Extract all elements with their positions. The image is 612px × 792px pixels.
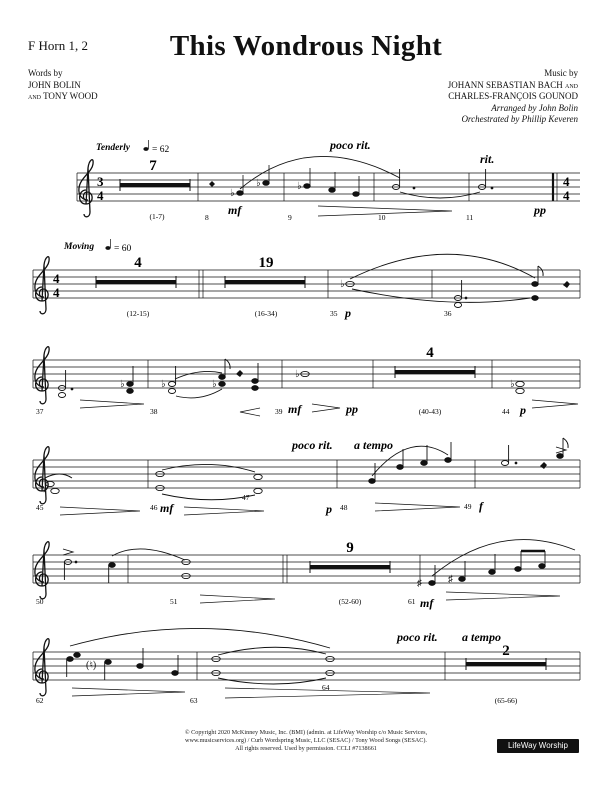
notes-measure-61	[417, 540, 575, 589]
a-tempo-1: a tempo	[354, 438, 393, 452]
measure-number-37: 37	[36, 407, 44, 416]
multirest-count-5: 9	[346, 540, 354, 556]
svg-text:♯: ♯	[417, 578, 422, 589]
copyright-line-2: www.musicservices.org) / Curb Wordspring Music, LLC (SESAC) / Tony Wood Songs (SESAC).	[185, 737, 427, 744]
svg-text:♭: ♭	[297, 181, 302, 192]
dynamic-f: f	[479, 499, 483, 513]
composer-line-1: JOHANN SEBASTIAN BACH and	[447, 79, 578, 90]
treble-clef-icon	[35, 542, 49, 599]
measure-number-64: 64	[322, 683, 330, 692]
measure-number-63: 63	[190, 696, 198, 705]
measure-number-61: 61	[408, 597, 416, 606]
dynamic-mf-4: mf	[420, 596, 434, 610]
decrescendo-hairpin	[60, 507, 140, 515]
quarter-note-icon	[105, 246, 110, 250]
tempo-marking-2: Moving	[64, 242, 95, 252]
treble-clef-icon	[79, 160, 93, 217]
multirest-52-60	[310, 561, 390, 573]
time-signature-4-4-cautionary: 4	[563, 174, 570, 189]
measure-number-50: 50	[36, 597, 44, 606]
a-tempo-2: a tempo	[462, 630, 501, 644]
tempo-value-2: = 60	[114, 244, 132, 254]
dynamic-mf: mf	[228, 203, 242, 217]
crescendo-hairpin	[80, 400, 144, 408]
orchestrator-credit: Orchestrated by Phillip Keveren	[461, 114, 578, 124]
measure-number-47: 47	[242, 493, 250, 502]
measure-number-46: 46	[150, 503, 158, 512]
svg-text:♭: ♭	[256, 178, 261, 189]
svg-text:♭: ♭	[295, 369, 300, 380]
multirest-count-2: 4	[134, 255, 142, 271]
system-3	[33, 360, 580, 388]
multirest-40-43	[395, 366, 475, 378]
part-name: F Horn 1, 2	[28, 38, 88, 53]
song-title: This Wondrous Night	[169, 30, 443, 62]
time-signature-3-4-lower: 4	[97, 188, 104, 203]
lyricist-line-2: and TONY WOOD	[28, 91, 98, 101]
notes-measure-50-51	[63, 549, 190, 583]
measure-number-49: 49	[464, 502, 472, 511]
rit-1: rit.	[480, 152, 495, 166]
notes-measure-37-39	[58, 359, 524, 398]
treble-clef-icon	[35, 447, 49, 504]
measure-number-8: 8	[205, 213, 209, 222]
measure-number-10: 10	[378, 213, 386, 222]
multirest-range-4: (40-43)	[418, 407, 442, 416]
treble-clef-icon	[35, 257, 49, 314]
tempo-marking-1: Tenderly	[96, 143, 130, 153]
lyricist-line-1: JOHN BOLIN	[28, 79, 81, 90]
svg-text:♮: ♮	[43, 486, 47, 497]
crescendo-hairpin	[240, 408, 260, 416]
dynamic-p: p	[345, 306, 351, 320]
crescendo-hairpin	[72, 688, 185, 696]
svg-text:(♮): (♮)	[86, 660, 97, 671]
time-signature-4-4: 4	[53, 271, 60, 286]
poco-rit-1: poco rit.	[330, 138, 371, 152]
words-label: Words by	[28, 68, 63, 78]
system-4	[33, 460, 580, 488]
multirest-count-4: 4	[426, 345, 434, 361]
measure-number-45: 45	[36, 503, 44, 512]
copyright-notice	[120, 729, 492, 753]
decrescendo-hairpin	[375, 503, 460, 511]
dynamic-mf-3: mf	[160, 501, 174, 515]
time-signature-4-4-cautionary-lower: 4	[563, 188, 570, 203]
multirest-65-66	[466, 658, 546, 670]
dynamic-pp: pp	[534, 203, 546, 217]
multirest-range-5: (52-60)	[338, 597, 362, 606]
measure-number-9: 9	[288, 213, 292, 222]
multirest-count-3: 19	[258, 255, 274, 271]
notes-measure-62-64	[67, 628, 335, 684]
multirest-range-2: (12-15)	[126, 309, 150, 318]
arranger-credit: Arranged by John Bolin	[491, 102, 578, 113]
measure-number-11: 11	[466, 213, 474, 222]
multirest-12-15	[96, 276, 176, 288]
time-signature-3-4: 3	[97, 174, 104, 189]
decrescendo-hairpin	[184, 507, 264, 515]
svg-text:♯: ♯	[448, 574, 453, 585]
music-label: Music by	[544, 68, 578, 78]
multirest-range-6: (65-66)	[494, 696, 518, 705]
decrescendo-hairpin	[200, 595, 275, 603]
quarter-note-icon	[143, 147, 148, 151]
system-5	[33, 555, 580, 583]
multirest-1-7	[120, 179, 190, 191]
measure-number-44: 44	[502, 407, 510, 416]
time-signature-4-4-lower: 4	[53, 285, 60, 300]
svg-text:♭: ♭	[230, 188, 235, 199]
measure-number-39: 39	[275, 407, 283, 416]
poco-rit-3: poco rit.	[397, 630, 438, 644]
measure-number-36: 36	[444, 309, 452, 318]
crescendo-hairpin	[532, 400, 578, 408]
dynamic-p-2: p	[520, 403, 526, 417]
measure-number-51: 51	[170, 597, 178, 606]
svg-text:♭: ♭	[120, 379, 125, 390]
tempo-value-1: = 62	[152, 145, 170, 155]
svg-text:♭: ♭	[510, 379, 515, 390]
composer-line-2: CHARLES-FRANÇOIS GOUNOD	[448, 91, 578, 101]
dynamic-pp-2: pp	[346, 402, 358, 416]
notes-measure-9	[297, 168, 359, 196]
dynamic-p-3: p	[326, 502, 332, 516]
measure-number-48: 48	[340, 503, 348, 512]
notes-measure-35-36	[340, 254, 570, 307]
decrescendo-hairpin	[312, 404, 340, 412]
multirest-16-34	[225, 276, 305, 288]
svg-text:♭: ♭	[212, 379, 217, 390]
svg-text:♭: ♭	[161, 379, 166, 390]
measure-number-62: 62	[36, 696, 44, 705]
multirest-count-6: 2	[502, 643, 510, 659]
measure-number-35: 35	[330, 309, 338, 318]
svg-text:♭: ♭	[340, 279, 345, 290]
treble-clef-icon	[35, 639, 49, 696]
poco-rit-2: poco rit.	[292, 438, 333, 452]
multirest-range-1: (1-7)	[149, 212, 165, 221]
treble-clef-icon	[35, 347, 49, 404]
measure-number-38: 38	[150, 407, 158, 416]
crescendo-hairpin	[446, 592, 560, 600]
multirest-count-1: 7	[149, 158, 157, 174]
copyright-line-3: All rights reserved. Used by permission. CCLI #7138661	[235, 745, 377, 752]
lifeway-worship-logo: LifeWay Worship	[497, 739, 579, 753]
multirest-range-3: (16-34)	[254, 309, 278, 318]
dynamic-mf-2: mf	[288, 402, 302, 416]
copyright-line-1: © Copyright 2020 McKinney Music, Inc. (BMI) (admin. at LifeWay Worship c/o Music Services,	[184, 729, 428, 736]
